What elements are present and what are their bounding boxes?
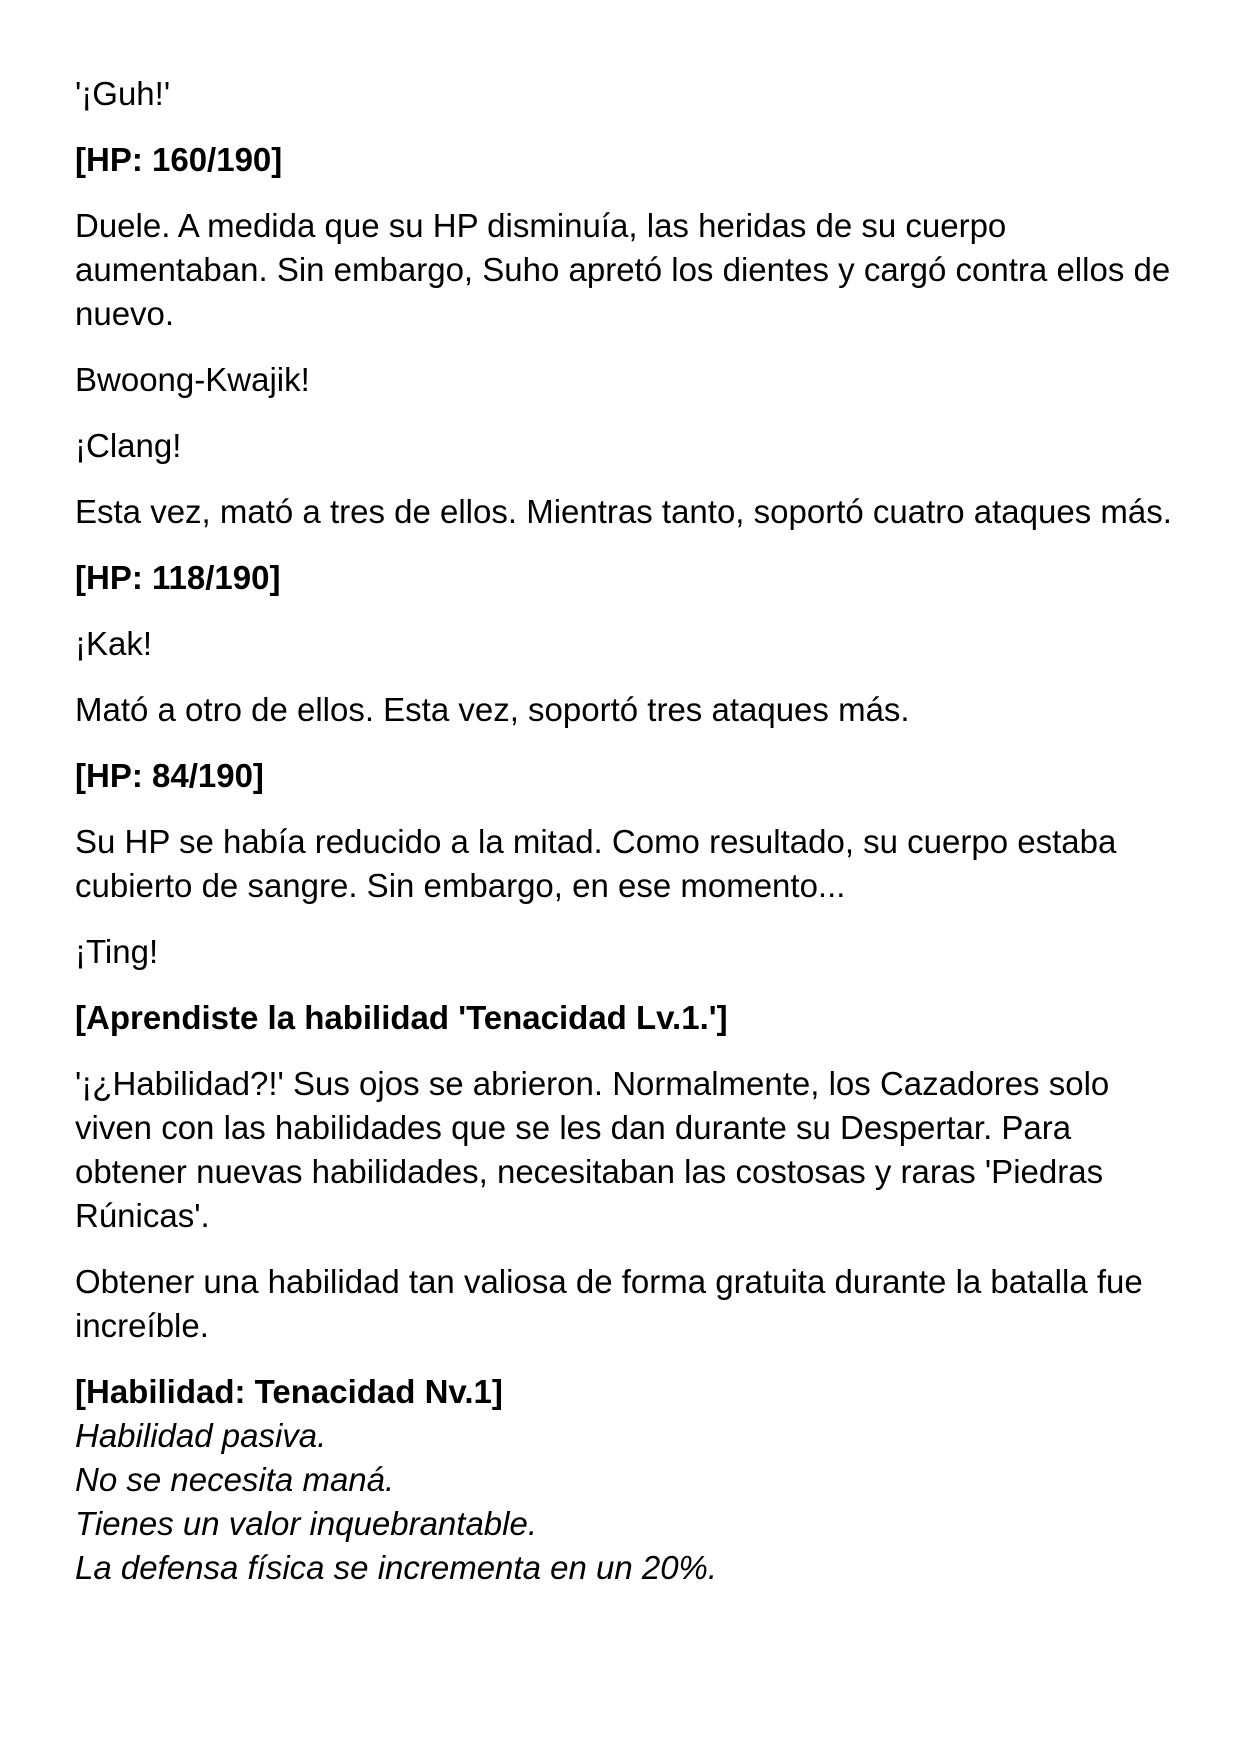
paragraph-duele: Duele. A medida que su HP disminuía, las heridas de su cuerpo aumentaban. Sin embargo, Suho apretó los dientes y cargó contra ellos de nuevo. <box>75 207 1171 332</box>
sound-clang: ¡Clang! <box>75 427 182 464</box>
hp-status-160: [HP: 160/190] <box>75 141 283 178</box>
skill-line: Habilidad pasiva. <box>75 1417 327 1454</box>
hp-status-84: [HP: 84/190] <box>75 757 264 794</box>
document-page <box>75 72 1185 1590</box>
skill-line: La defensa física se incrementa en un 20%. <box>75 1549 718 1586</box>
paragraph-mato: Mató a otro de ellos. Esta vez, soportó tres ataques más. <box>75 691 910 728</box>
skill-title: [Habilidad: Tenacidad Nv.1] <box>75 1373 503 1410</box>
paragraph-esta-vez: Esta vez, mató a tres de ellos. Mientras tanto, soportó cuatro ataques más. <box>75 493 1172 530</box>
sound-ting: ¡Ting! <box>75 933 159 970</box>
skill-line: Tienes un valor inquebrantable. <box>75 1505 538 1542</box>
hp-status-118: [HP: 118/190] <box>75 559 281 596</box>
skill-box <box>75 1370 1185 1590</box>
paragraph-habilidad: '¡¿Habilidad?!' Sus ojos se abrieron. Normalmente, los Cazadores solo viven con las habilidades que se les dan durante su Despertar. Para obtener nuevas habilidades, necesitaban las costosas y raras 'Piedras Rúnicas'. <box>75 1065 1110 1234</box>
skill-line: No se necesita maná. <box>75 1461 395 1498</box>
skill-learned-notice: [Aprendiste la habilidad 'Tenacidad Lv.1.'] <box>75 999 728 1036</box>
paragraph-su-hp: Su HP se había reducido a la mitad. Como resultado, su cuerpo estaba cubierto de sangre. Sin embargo, en ese momento... <box>75 823 1117 904</box>
paragraph-obtener: Obtener una habilidad tan valiosa de forma gratuita durante la batalla fue increíble. <box>75 1263 1143 1344</box>
sound-bwoong: Bwoong-Kwajik! <box>75 361 310 398</box>
text-guh: '¡Guh!' <box>75 75 171 112</box>
sound-kak: ¡Kak! <box>75 625 153 662</box>
